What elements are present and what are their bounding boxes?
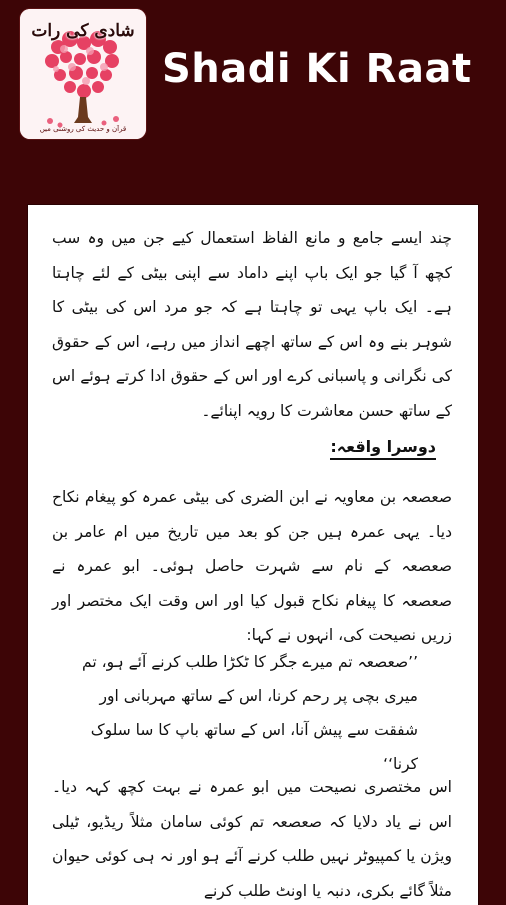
article-paragraph: چند ایسے جامع و مانع الفاظ استعمال کیے جن میں وہ سب کچھ آ گیا جو ایک باپ اپنے داماد سے اپنی بیٹی کے لئے چاہتا ہے۔ ایک باپ یہی تو چاہتا ہے کہ جو مرد اس کی بیٹی کا شوہر بنے وہ اس کے ساتھ اچھے انداز میں رہے، اس کے حقوق کی نگرانی و پاسبانی کرے اور اس کے حقوق ادا کرتے ہوئے اس کے ساتھ حسن معاشرت کا رویہ اپنائے۔	[52, 229, 452, 420]
article-paragraph: صعصعہ بن معاویہ نے ابن الضری کی بیٹی عمرہ کو پیغام نکاح دیا۔ یہی عمرہ ہیں جن کو بعد میں تاریخ میں ام عامر بن صعصعہ کے نام سے شہرت حاصل ہوئی۔ ابو عمرہ نے صعصعہ کا پیغام نکاح قبول کیا اور اس وقت ایک مختصر اور زریں نصیحت کی، انہوں نے کہا:	[52, 488, 452, 644]
app-header	[0, 0, 506, 150]
quote-block: ’’صعصعہ تم میرے جگر کا ٹکڑا طلب کرنے آئے ہو، تم میری بچی پر رحم کرنا، اس کے ساتھ مہربانی اور شفقت سے پیش آنا، اس کے ساتھ باپ کا سا سلوک کرنا‘‘	[82, 653, 418, 773]
section-heading: دوسرا واقعہ:	[330, 437, 436, 460]
app-logo[interactable]	[20, 9, 146, 139]
app-title: Shadi Ki Raat	[162, 46, 472, 92]
article-paragraph: اس مختصری نصیحت میں ابو عمرہ نے بہت کچھ کہہ دیا۔ اس نے یاد دلایا کہ صعصعہ تم کوئی سامان مثلاً ریڈیو، ٹیلی ویژن یا کمپیوٹر نہیں طلب کرنے آئے ہو اور نہ ہی کوئی حیوان مثلاً گائے بکری، دنبہ یا اونٹ طلب کرنے	[52, 778, 452, 900]
icon-title: شادی کی رات	[31, 21, 135, 41]
icon-subtitle: قرآن و حدیث کی روشنی میں	[39, 125, 127, 133]
article-page[interactable]	[28, 205, 478, 905]
